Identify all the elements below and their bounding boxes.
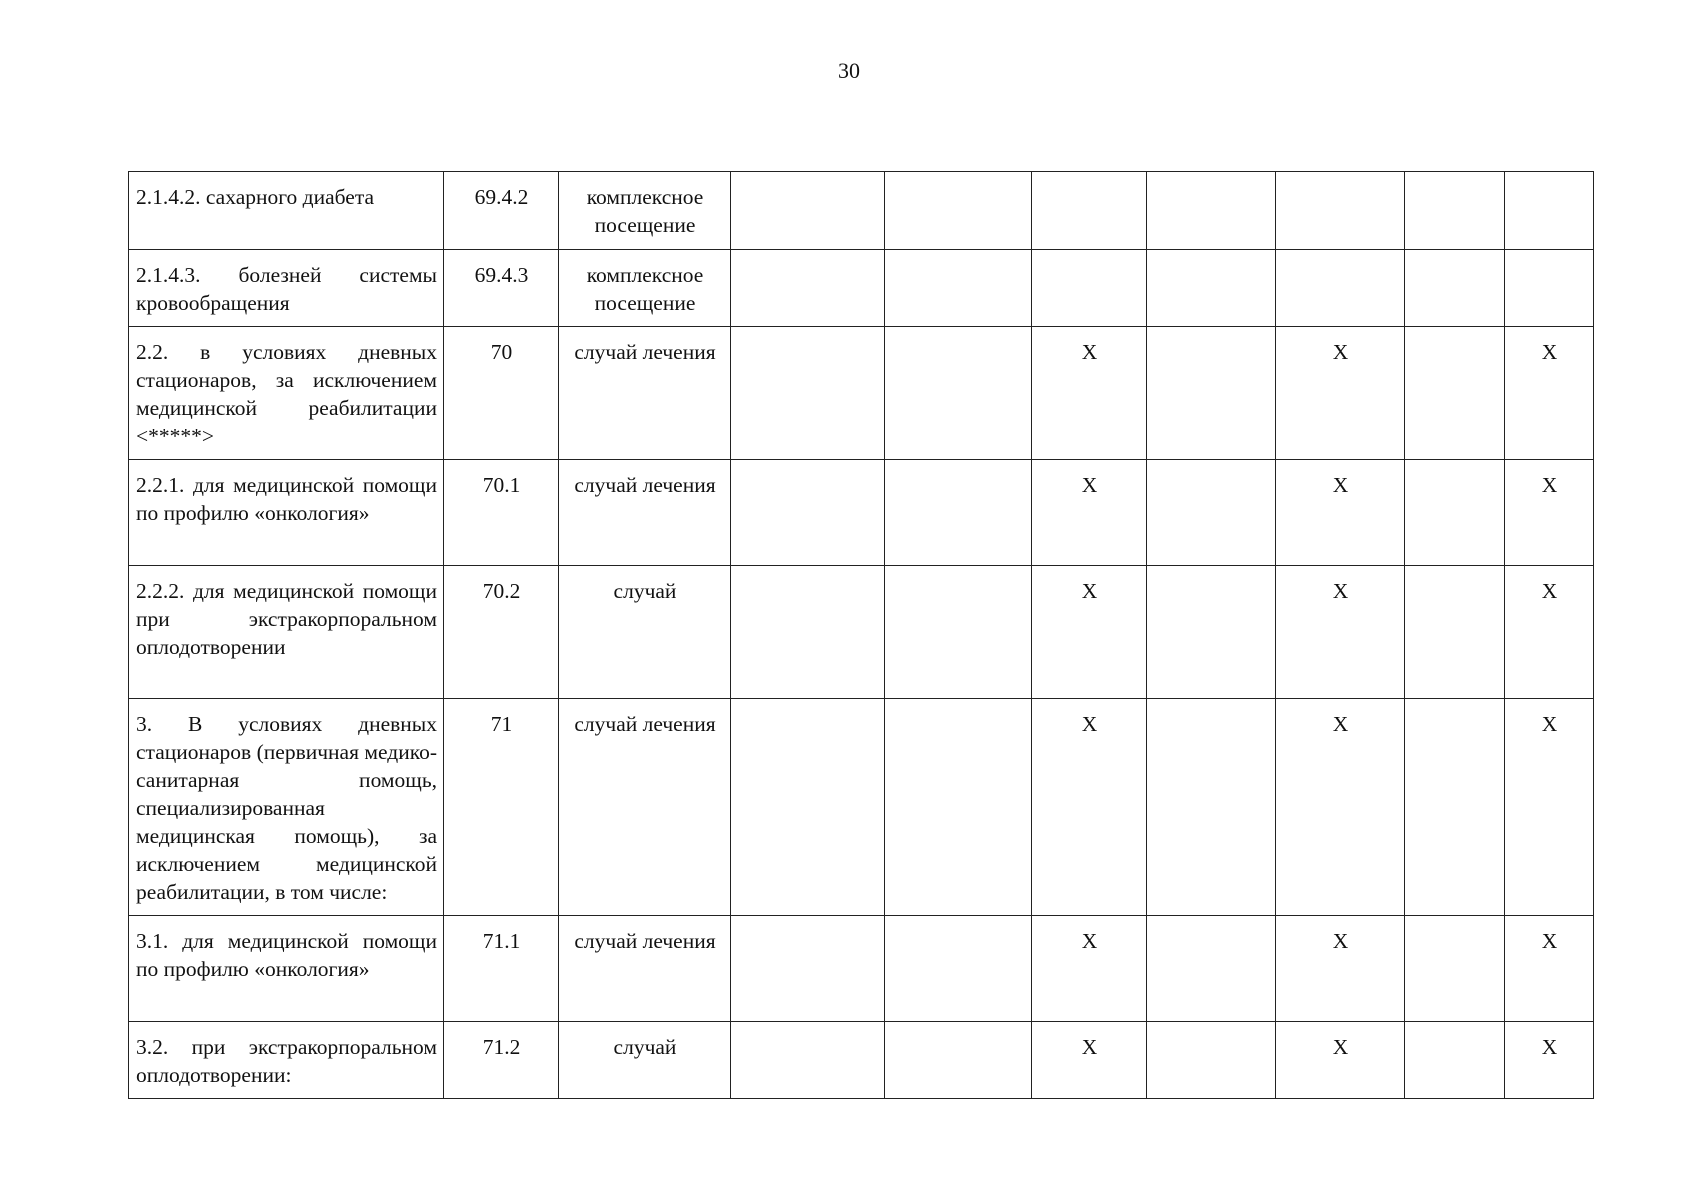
row-cell [1276, 172, 1405, 250]
table-row [129, 460, 1594, 566]
row-cell: X [1276, 460, 1405, 566]
row-cell [1147, 327, 1276, 460]
row-name: 2.2.2. для медицинской помощи при экстракорпоральном оплодотворении [129, 566, 444, 699]
row-name: 3. В условиях дневных стационаров (первичная медико-санитарная помощь, специализированная медицинская помощь), за исключением медицинской реабилитации, в том числе: [129, 699, 444, 916]
row-cell: X [1505, 699, 1594, 916]
row-cell: X [1032, 460, 1147, 566]
row-unit: случай [559, 1022, 731, 1099]
row-name: 3.2. при экстракорпоральном оплодотворении: [129, 1022, 444, 1099]
row-cell [885, 566, 1032, 699]
row-cell: X [1505, 327, 1594, 460]
row-cell [1147, 566, 1276, 699]
row-unit: случай лечения [559, 327, 731, 460]
row-name: 2.1.4.3. болезней системы кровообращения [129, 250, 444, 327]
row-cell [1405, 566, 1505, 699]
row-cell: X [1505, 460, 1594, 566]
table-row [129, 916, 1594, 1022]
row-name: 2.2.1. для медицинской помощи по профилю «онкология» [129, 460, 444, 566]
row-cell: X [1032, 327, 1147, 460]
row-cell [1405, 327, 1505, 460]
row-cell [731, 1022, 885, 1099]
row-cell [1147, 250, 1276, 327]
row-unit: случай [559, 566, 731, 699]
row-cell [731, 460, 885, 566]
row-code: 71 [444, 699, 559, 916]
row-cell [1032, 250, 1147, 327]
row-cell [885, 916, 1032, 1022]
row-cell [885, 460, 1032, 566]
row-code: 70.1 [444, 460, 559, 566]
row-unit: случай лечения [559, 699, 731, 916]
row-cell [731, 699, 885, 916]
row-cell [1405, 172, 1505, 250]
row-cell: X [1276, 327, 1405, 460]
row-cell [1505, 250, 1594, 327]
row-code: 71.2 [444, 1022, 559, 1099]
page-number: 30 [838, 58, 860, 83]
row-cell: X [1276, 1022, 1405, 1099]
row-cell [1405, 1022, 1505, 1099]
row-name: 3.1. для медицинской помощи по профилю «онкология» [129, 916, 444, 1022]
row-cell: X [1276, 916, 1405, 1022]
row-cell [731, 250, 885, 327]
row-unit: комплексное посещение [559, 250, 731, 327]
row-cell: X [1505, 566, 1594, 699]
row-cell [731, 566, 885, 699]
row-code: 70.2 [444, 566, 559, 699]
row-cell [1032, 172, 1147, 250]
row-cell [885, 699, 1032, 916]
row-cell [885, 250, 1032, 327]
row-cell [731, 327, 885, 460]
row-cell: X [1032, 699, 1147, 916]
row-cell [1405, 699, 1505, 916]
row-cell [885, 1022, 1032, 1099]
row-cell [1147, 916, 1276, 1022]
row-code: 69.4.2 [444, 172, 559, 250]
table-body [129, 172, 1594, 1099]
row-cell [1147, 699, 1276, 916]
table-row [129, 327, 1594, 460]
row-cell [1405, 460, 1505, 566]
table-row [129, 566, 1594, 699]
data-table [128, 171, 1594, 1099]
row-cell [885, 327, 1032, 460]
table-row [129, 250, 1594, 327]
row-name: 2.2. в условиях дневных стационаров, за исключением медицинской реабилитации <*****> [129, 327, 444, 460]
row-cell [1505, 172, 1594, 250]
row-cell [1405, 916, 1505, 1022]
row-cell: X [1276, 699, 1405, 916]
table-row [129, 699, 1594, 916]
table-row [129, 1022, 1594, 1099]
row-code: 70 [444, 327, 559, 460]
row-name: 2.1.4.2. сахарного диабета [129, 172, 444, 250]
row-cell [885, 172, 1032, 250]
row-unit: комплексное посещение [559, 172, 731, 250]
row-unit: случай лечения [559, 460, 731, 566]
row-cell: X [1032, 916, 1147, 1022]
row-cell [731, 172, 885, 250]
row-cell: X [1032, 1022, 1147, 1099]
row-cell [1405, 250, 1505, 327]
row-cell [731, 916, 885, 1022]
row-cell [1147, 460, 1276, 566]
row-cell [1147, 172, 1276, 250]
row-cell [1147, 1022, 1276, 1099]
row-code: 69.4.3 [444, 250, 559, 327]
row-cell: X [1276, 566, 1405, 699]
row-cell: X [1032, 566, 1147, 699]
row-unit: случай лечения [559, 916, 731, 1022]
row-cell [1276, 250, 1405, 327]
row-cell: X [1505, 916, 1594, 1022]
row-code: 71.1 [444, 916, 559, 1022]
table-row [129, 172, 1594, 250]
row-cell: X [1505, 1022, 1594, 1099]
